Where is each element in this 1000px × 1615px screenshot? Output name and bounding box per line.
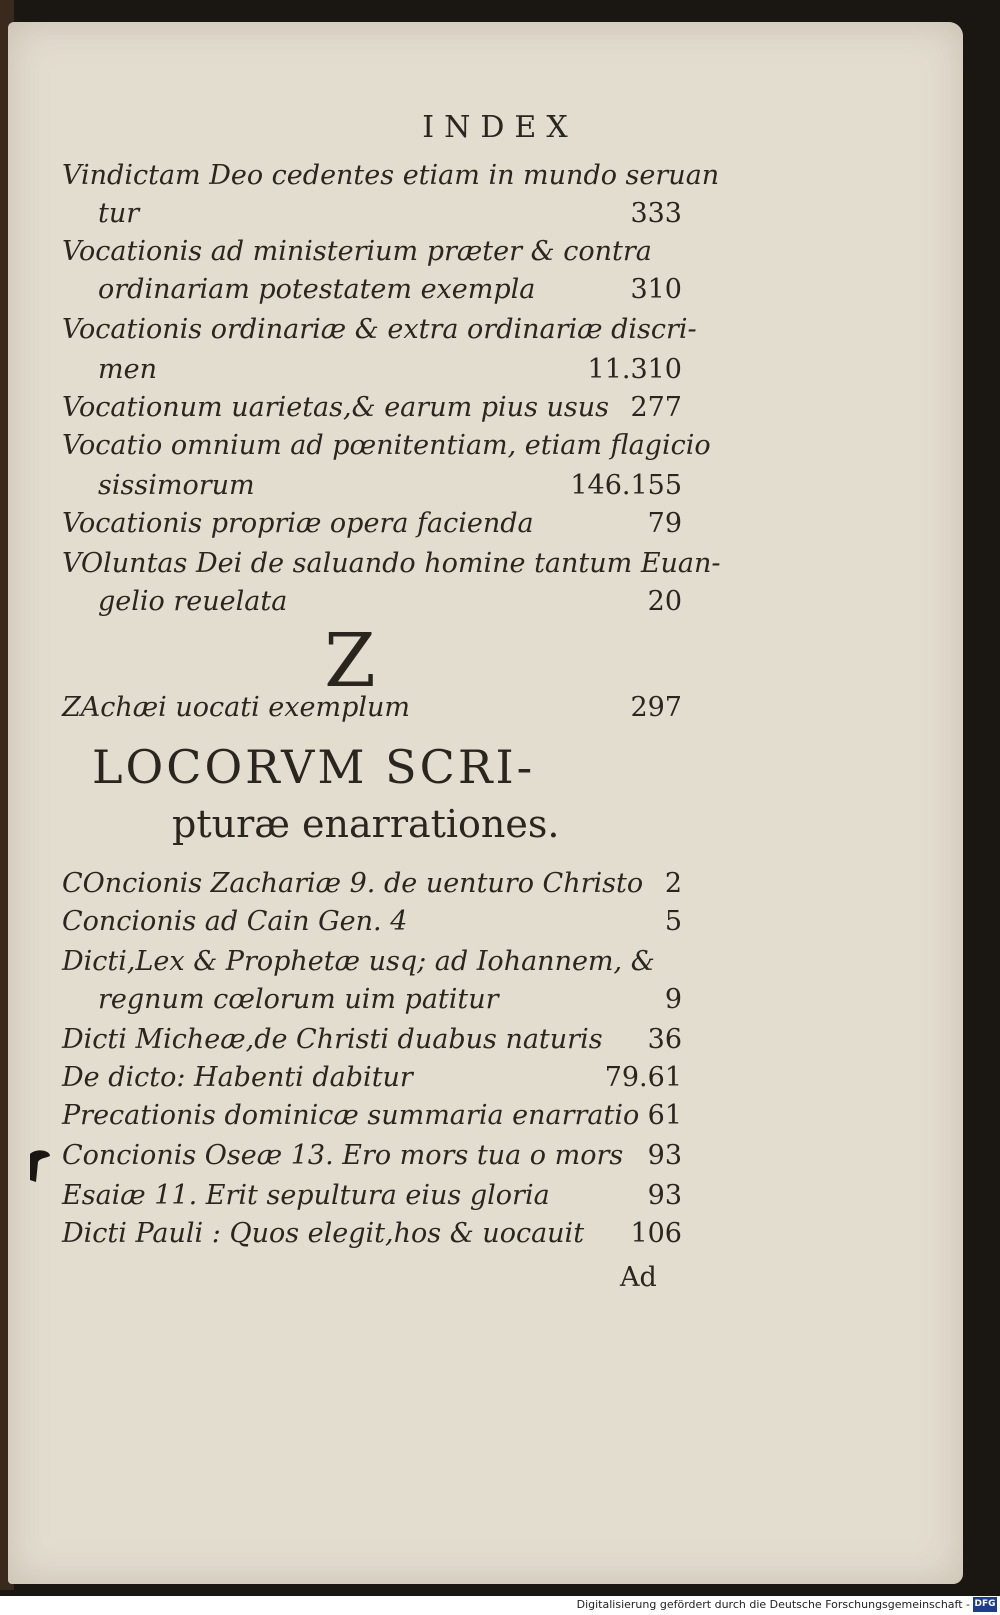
index-entry: Vocationum uarietas,& earum pius usus 277	[62, 392, 682, 423]
index-entry: Vocationis propriæ opera facienda 79	[62, 508, 682, 539]
index-entry: men 11.310	[98, 354, 682, 385]
index-entry: tur 333	[98, 198, 682, 229]
index-entry: gelio reuelata 20	[98, 586, 682, 617]
letter-heading: Z	[324, 618, 376, 704]
index-entry: Vocatio omnium ad pœnitentiam, etiam flagicio	[62, 430, 711, 461]
loci-entry: COncionis Zachariæ 9. de uenturo Christo 2	[62, 868, 682, 899]
index-entry: Vindictam Deo cedentes etiam in mundo seruan	[62, 160, 720, 191]
index-entry: Vocationis ordinariæ & extra ordinariæ discri-	[62, 314, 697, 345]
loci-entry: Precationis dominicæ summaria enarratio 61	[62, 1100, 682, 1131]
footer-text: Digitalisierung gefördert durch die Deutsche Forschungsgemeinschaft -	[576, 1598, 970, 1611]
loci-entry: Esaiæ 11. Erit sepultura eius gloria 93	[62, 1180, 682, 1211]
footer	[0, 1596, 1000, 1615]
index-entry: ZAchæi uocati exemplum 297	[62, 692, 682, 723]
loci-entry: Concionis ad Cain Gen. 4 5	[62, 906, 682, 937]
loci-entry: Dicti Micheæ,de Christi duabus naturis 36	[62, 1024, 682, 1055]
loci-entry: De dicto: Habenti dabitur 79.61	[62, 1062, 682, 1093]
index-entry: VOluntas Dei de saluando homine tantum Euan-	[62, 548, 721, 579]
catchword: Ad	[620, 1262, 657, 1293]
dfg-logo: DFG	[973, 1597, 997, 1612]
index-entry: sissimorum 146.155	[98, 470, 682, 501]
index-entry: ordinariam potestatem exempla 310	[98, 274, 682, 305]
page-header: INDEX	[422, 110, 578, 145]
loci-entry: Concionis Oseæ 13. Ero mors tua o mors 93	[62, 1140, 682, 1171]
ink-mark-icon	[26, 1148, 52, 1184]
loci-entry: Dicti,Lex & Prophetæ usq; ad Iohannem, &	[62, 946, 655, 977]
section-subtitle: pturæ enarrationes.	[172, 802, 560, 846]
loci-entry: regnum cœlorum uim patitur 9	[98, 984, 682, 1015]
loci-entry: Dicti Pauli : Quos elegit,hos & uocauit 106	[62, 1218, 682, 1249]
section-title: LOCORVM SCRI-	[92, 740, 536, 794]
index-entry: Vocationis ad ministerium præter & contra	[62, 236, 652, 267]
